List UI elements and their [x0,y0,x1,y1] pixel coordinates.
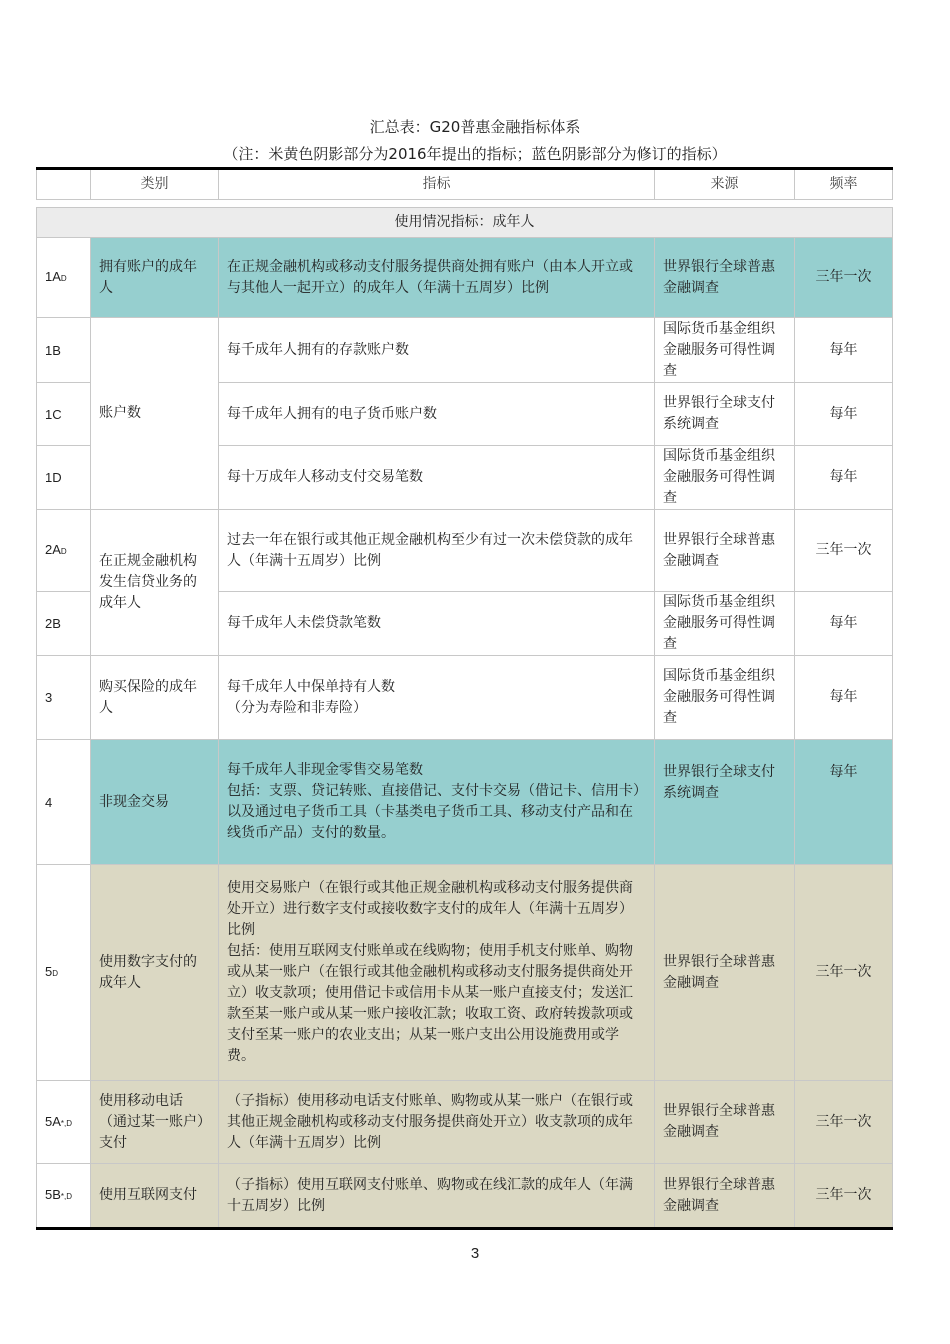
row-frequency: 三年一次 [795,865,893,1081]
row-category: 非现金交易 [91,740,219,865]
row-source: 世界银行全球支付系统调查 [655,740,795,865]
indicator-table [36,167,893,1230]
row-frequency: 三年一次 [795,510,893,592]
row-frequency: 每年 [795,446,893,510]
table-row [37,656,893,740]
table-note: （注：米黄色阴影部分为2016年提出的指标；蓝色阴影部分为修订的指标） [223,145,727,163]
row-id: 5B*,D [37,1164,91,1229]
row-source: 国际货币基金组织金融服务可得性调查 [655,318,795,383]
row-id: 2AD [37,510,91,592]
row-indicator: 使用交易账户（在银行或其他正规金融机构或移动支付服务提供商处开立）进行数字支付或接收数字支付的成年人（年满十五周岁）比例 包括：使用互联网支付账单或在线购物；使用手机支付账单、购物或从某一账户（在银行或其他金融机构或移动支付服务提供商处开立）收支款项；使用借记卡或信用卡从某一账户直接支付；发送汇款至某一账户或从某一账户接收汇款；收取工资、政府转拨款项或支付至某一账户的农业支出；从某一账户支出公用设施费用或学费。 [219,865,655,1081]
header-row [37,169,893,200]
table-row [37,740,893,865]
header-id [37,169,91,200]
row-source: 世界银行全球普惠金融调查 [655,865,795,1081]
row-id: 5D [37,865,91,1081]
row-indicator: 在正规金融机构或移动支付服务提供商处拥有账户（由本人开立或与其他人一起开立）的成年人（年满十五周岁）比例 [219,238,655,318]
row-frequency: 每年 [795,318,893,383]
row-indicator: 过去一年在银行或其他正规金融机构至少有过一次未偿贷款的成年人（年满十五周岁）比例 [219,510,655,592]
header-indicator: 指标 [219,169,655,200]
row-category: 拥有账户的成年人 [91,238,219,318]
row-indicator: 每千成年人未偿贷款笔数 [219,592,655,656]
row-id: 1D [37,446,91,510]
row-source: 国际货币基金组织金融服务可得性调查 [655,446,795,510]
row-indicator: 每千成年人中保单持有人数 （分为寿险和非寿险） [219,656,655,740]
row-category: 使用数字支付的成年人 [91,865,219,1081]
row-source: 世界银行全球支付系统调查 [655,383,795,446]
table-row [37,1164,893,1229]
table-row [37,865,893,1081]
header-category: 类别 [91,169,219,200]
row-frequency: 每年 [795,383,893,446]
row-id: 1B [37,318,91,383]
row-frequency: 每年 [795,656,893,740]
table-row [37,510,893,592]
row-source: 世界银行全球普惠金融调查 [655,1081,795,1164]
row-id: 3 [37,656,91,740]
row-frequency: 每年 [795,592,893,656]
row-indicator: 每十万成年人移动支付交易笔数 [219,446,655,510]
row-frequency: 三年一次 [795,238,893,318]
row-source: 世界银行全球普惠金融调查 [655,510,795,592]
row-source: 国际货币基金组织金融服务可得性调查 [655,592,795,656]
row-id: 1AD [37,238,91,318]
table-row [37,238,893,318]
row-category: 使用移动电话（通过某一账户）支付 [91,1081,219,1164]
row-category: 使用互联网支付 [91,1164,219,1229]
row-indicator: 每千成年人拥有的电子货币账户数 [219,383,655,446]
row-source: 世界银行全球普惠金融调查 [655,238,795,318]
row-id: 4 [37,740,91,865]
table-row [37,318,893,383]
table-row [37,1081,893,1164]
header-source: 来源 [655,169,795,200]
table-title: 汇总表：G20普惠金融指标体系 [369,118,581,136]
row-indicator: （子指标）使用互联网支付账单、购物或在线汇款的成年人（年满十五周岁）比例 [219,1164,655,1229]
row-category: 在正规金融机构发生信贷业务的成年人 [91,510,219,656]
row-id: 1C [37,383,91,446]
row-indicator: （子指标）使用移动电话支付账单、购物或从某一账户（在银行或其他正规金融机构或移动支付服务提供商处开立）收支款项的成年人（年满十五周岁）比例 [219,1081,655,1164]
row-frequency: 每年 [795,740,893,865]
row-indicator: 每千成年人拥有的存款账户数 [219,318,655,383]
row-id: 5A*,D [37,1081,91,1164]
header-frequency: 频率 [795,169,893,200]
row-id: 2B [37,592,91,656]
row-source: 世界银行全球普惠金融调查 [655,1164,795,1229]
row-frequency: 三年一次 [795,1081,893,1164]
row-frequency: 三年一次 [795,1164,893,1229]
row-category: 购买保险的成年人 [91,656,219,740]
row-source: 国际货币基金组织金融服务可得性调查 [655,656,795,740]
section-row [37,208,893,238]
row-category: 账户数 [91,318,219,510]
row-indicator: 每千成年人非现金零售交易笔数 包括：支票、贷记转账、直接借记、支付卡交易（借记卡、信用卡）以及通过电子货币工具（卡基类电子货币工具、移动支付产品和在线货币产品）支付的数量。 [219,740,655,865]
page-number: 3 [470,1245,480,1262]
section-title: 使用情况指标：成年人 [37,208,893,238]
